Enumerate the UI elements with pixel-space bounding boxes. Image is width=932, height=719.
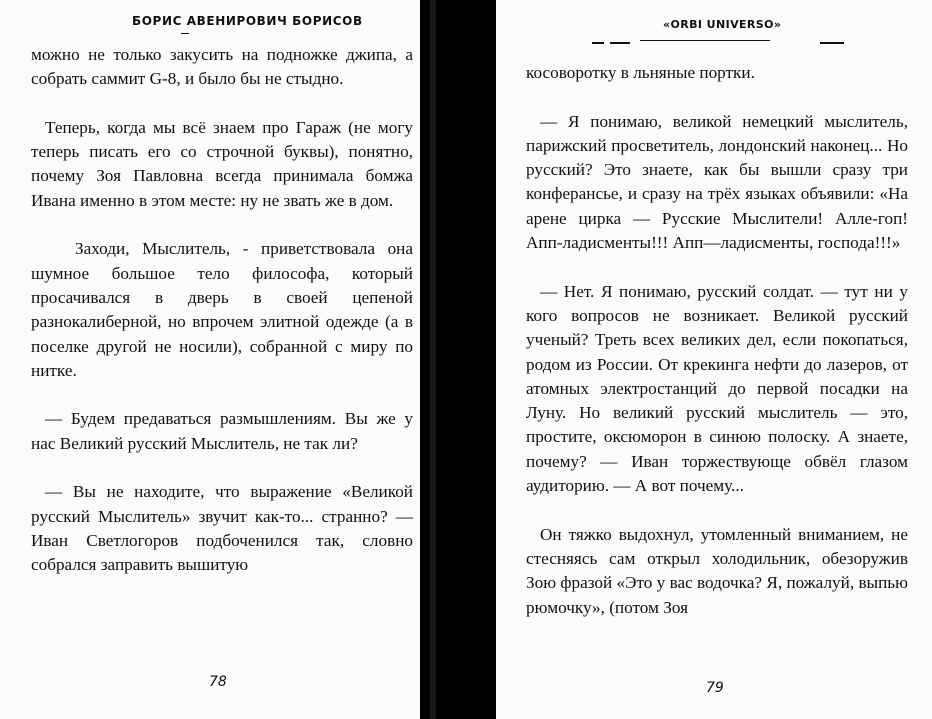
left-paragraph-3: Заходи, Мыслитель, - приветствовала она шумное большое тело философа, который просачивался в дверь в своей цепеной разнокалиберной, но впрочем элитной одежде (а в поселке другой не носили), собранной с миру по нитке. [31,239,413,380]
right-body-text [526,61,908,620]
left-page [0,0,420,719]
right-head-rule-right [820,42,844,44]
right-page-number: 79 [706,680,724,696]
right-paragraph-1: косоворотку в льняные портки. [526,63,755,82]
right-head-rule-left-1 [592,42,604,44]
left-page-number: 78 [209,674,227,690]
right-paragraph-4: Он тяжко выдохнул, утомленный вниманием, не стесняясь сам открыл холодильник, обезоружив Зою фразой «Это у вас водочка? Я, пожалуй, выпью рюмочку», (потом Зоя [526,524,908,617]
left-paragraph-2: Теперь, когда мы всё знаем про Гараж (не могу теперь писать его со строчной буквы), понятно, почему Зоя Павловна всегда принимала бомжа Ивана именно в этом месте: ну не звать же в дом. [31,117,413,210]
right-head-rule-under [640,40,770,41]
right-paragraph-2: — Я понимаю, великой немецкий мыслитель, парижский просветитель, лондонский наконец... Но русский? Это знаете, как бы вышли сразу три конферансье, и сразу на трёх языках объявили: «На арене цирка — Русские Мыслители! Алле-гоп! Апп-ладисменты!!! Апп—ладисменты, господа!!!» [526,111,908,253]
left-body-text [31,43,413,578]
left-paragraph-1: можно не только закусить на подножке джипа, а собрать саммит G-8, и было бы не стыдно. [31,45,413,89]
left-paragraph-5: — Вы не находите, что выражение «Великой русский Мыслитель» звучит как-то... странно? — Иван Светлогоров подбоченился так, словно собрался заправить вышитую [31,482,413,575]
left-running-head: БОРИС АВЕНИРОВИЧ БОРИСОВ [132,14,363,28]
right-paragraph-3: — Нет. Я понимаю, русский солдат. — тут ни у кого вопросов не возникает. Великой русский ученый? Треть всех великих дел, если покопаться, родом из России. От крекинга нефти до лазеров, от атомных электростанций до первой посадки на Луну. Но великий русский мыслитель — это, простите, оксюморон в синюю полоску. А знаете, почему? — Иван торжествующе обвёл глазом аудиторию. — А вот почему... [526,281,908,496]
gutter-shadow [430,0,436,719]
right-head-rule-left-2 [610,42,630,44]
right-running-head: «ORBI UNIVERSO» [663,18,782,31]
right-page [496,0,932,719]
left-paragraph-4: — Будем предаваться размышлениям. Вы же у нас Великий русский Мыслитель, не так ли? [31,409,413,453]
left-head-rule [181,33,189,34]
